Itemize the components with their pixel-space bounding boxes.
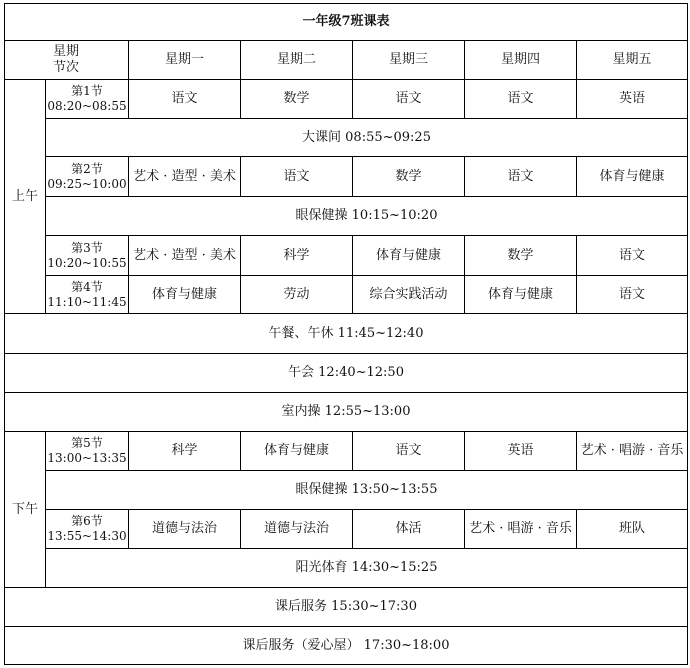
- corner-period-label: 节次: [53, 60, 80, 75]
- period-label-2: [46, 157, 129, 197]
- header-row: [5, 41, 688, 80]
- day-header-thu: 星期四: [465, 41, 577, 80]
- period-name: 第3节: [71, 240, 103, 255]
- period-time: 10:20~10:55: [47, 255, 127, 270]
- course-cell: 体育与健康: [353, 236, 465, 276]
- course-cell: 体育与健康: [241, 432, 353, 471]
- big-break: 大课间 08:55~09:25: [46, 119, 688, 157]
- period-name: 第1节: [71, 84, 103, 98]
- period-time: 13:55~14:30: [47, 529, 127, 543]
- sunshine-sports: 阳光体育 14:30~15:25: [46, 549, 688, 588]
- course-cell: 综合实践活动: [353, 276, 465, 314]
- indoor-exercise: 室内操 12:55~13:00: [5, 393, 688, 432]
- after-school-service-love: 课后服务（爱心屋） 17:30~18:00: [5, 627, 688, 665]
- corner-header: [5, 41, 129, 80]
- break-row-after-school: [5, 588, 688, 627]
- period-label-6: [46, 510, 129, 549]
- timetable: [4, 3, 688, 665]
- course-cell: 语文: [465, 80, 577, 119]
- course-cell: 数学: [353, 157, 465, 197]
- course-cell: 体育与健康: [129, 276, 241, 314]
- break-row-eye-am: [5, 197, 688, 236]
- day-header-wed: 星期三: [353, 41, 465, 80]
- period-row-1: [5, 80, 688, 119]
- course-cell: 艺术 · 唱游 · 音乐: [577, 432, 688, 471]
- break-row-indoor-exercise: [5, 393, 688, 432]
- period-label-4: [46, 276, 129, 314]
- course-cell: 英语: [577, 80, 688, 119]
- course-cell: 艺术 · 造型 · 美术: [129, 157, 241, 197]
- course-cell: 英语: [465, 432, 577, 471]
- day-header-mon: 星期一: [129, 41, 241, 80]
- course-cell: 语文: [353, 432, 465, 471]
- course-cell: 艺术 · 造型 · 美术: [129, 236, 241, 276]
- course-cell: 科学: [129, 432, 241, 471]
- title-row: [5, 4, 688, 41]
- eye-exercise-pm: 眼保健操 13:50~13:55: [46, 471, 688, 510]
- break-row-big-break: [5, 119, 688, 157]
- course-cell: 体育与健康: [465, 276, 577, 314]
- afternoon-label: 下午: [5, 432, 46, 588]
- course-cell: 数学: [465, 236, 577, 276]
- day-header-tue: 星期二: [241, 41, 353, 80]
- period-label-5: [46, 432, 129, 471]
- break-row-sunshine: [5, 549, 688, 588]
- period-row-2: [5, 157, 688, 197]
- day-header-fri: 星期五: [577, 41, 688, 80]
- course-cell: 道德与法治: [241, 510, 353, 549]
- period-label-1: [46, 80, 129, 119]
- period-name: 第5节: [71, 436, 103, 450]
- period-time: 08:20~08:55: [47, 99, 127, 113]
- course-cell: 语文: [353, 80, 465, 119]
- period-row-6: [5, 510, 688, 549]
- period-name: 第2节: [71, 161, 103, 176]
- after-school-service: 课后服务 15:30~17:30: [5, 588, 688, 627]
- course-cell: 语文: [465, 157, 577, 197]
- break-row-lunch: [5, 314, 688, 354]
- course-cell: 数学: [241, 80, 353, 119]
- course-cell: 语文: [577, 276, 688, 314]
- course-cell: 道德与法治: [129, 510, 241, 549]
- period-time: 09:25~10:00: [47, 176, 127, 191]
- lunch-break: 午餐、午休 11:45~12:40: [5, 314, 688, 354]
- period-time: 13:00~13:35: [47, 451, 127, 465]
- course-cell: 体活: [353, 510, 465, 549]
- course-cell: 班队: [577, 510, 688, 549]
- course-cell: 科学: [241, 236, 353, 276]
- period-row-3: [5, 236, 688, 276]
- break-row-eye-pm: [5, 471, 688, 510]
- course-cell: 体育与健康: [577, 157, 688, 197]
- eye-exercise-am: 眼保健操 10:15~10:20: [46, 197, 688, 236]
- page-title: 一年级7班课表: [5, 4, 688, 41]
- morning-label: 上午: [5, 80, 46, 314]
- period-label-3: [46, 236, 129, 276]
- corner-weekday-label: 星期: [53, 44, 80, 59]
- noon-meeting: 午会 12:40~12:50: [5, 354, 688, 393]
- course-cell: 语文: [241, 157, 353, 197]
- period-name: 第4节: [71, 279, 103, 294]
- course-cell: 语文: [129, 80, 241, 119]
- break-row-after-school-love: [5, 627, 688, 665]
- course-cell: 语文: [577, 236, 688, 276]
- period-row-5: [5, 432, 688, 471]
- course-cell: 劳动: [241, 276, 353, 314]
- break-row-noon-meeting: [5, 354, 688, 393]
- course-cell: 艺术 · 唱游 · 音乐: [465, 510, 577, 549]
- period-time: 11:10~11:45: [47, 294, 127, 309]
- period-row-4: [5, 276, 688, 314]
- period-name: 第6节: [71, 514, 103, 528]
